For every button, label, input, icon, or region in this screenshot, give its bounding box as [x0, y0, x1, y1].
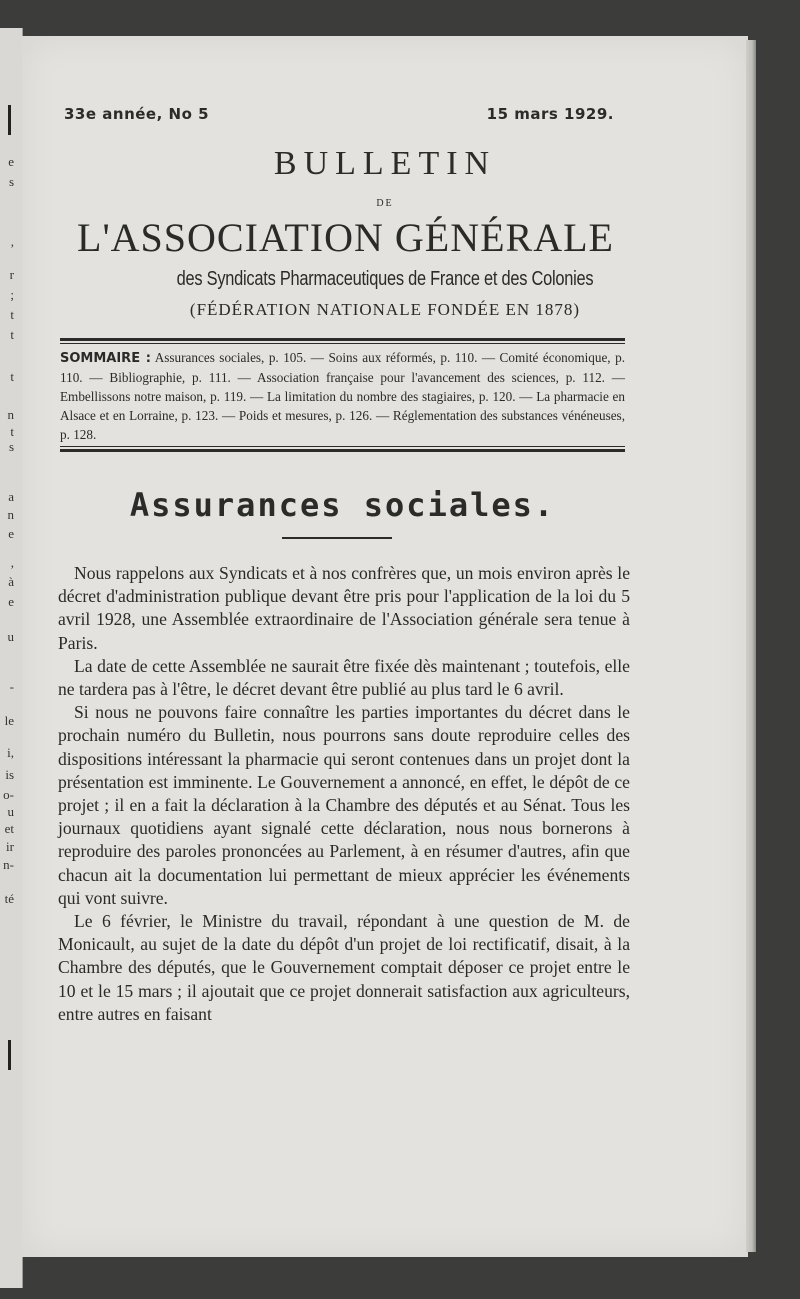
margin-fragment: t: [10, 307, 14, 322]
margin-fragment: t: [10, 327, 14, 342]
divider-bottom: [60, 449, 625, 452]
masthead-federation: (FÉDÉRATION NATIONALE FONDÉE EN 1878): [189, 300, 581, 319]
margin-fragment: ;: [10, 287, 14, 302]
table-of-contents: [60, 348, 625, 444]
masthead-de: DE: [376, 198, 394, 209]
margin-fragment: o-: [3, 787, 14, 802]
margin-fragment: n-: [3, 857, 14, 872]
margin-fragment: r: [9, 267, 14, 282]
margin-fragment: à: [8, 574, 14, 589]
page-edge: [746, 40, 756, 1252]
previous-page-edge: [0, 28, 23, 1288]
divider-top: [60, 338, 625, 341]
margin-fragment: ir: [6, 839, 14, 854]
paragraph: Si nous ne pouvons faire connaître les parties importantes du décret dans le prochain numéro du Bulletin, nous pourrons sans doute reproduire celles des dispositions intéressant la pharmacie qui seront contenues dans un projet dont la présentation est imminente. Le Gouvernement a annoncé, en effet, le dépôt de ce projet ; il en a fait la déclaration à la Chambre des députés et au Sénat. Tous les journaux quotidiens ayant signalé cette déclaration, nous nous bornerons à reproduire des paroles prononcées au Parlement, à en résumer d'autres, afin que chacun ait la documentation lui permettant de mieux apprécier les événements qui vont suivre.: [58, 702, 630, 908]
sommaire-text: Assurances sociales, p. 105. — Soins aux réformés, p. 110. — Comité économique, p. 110. — Bibliographie, p. 111. — Association française pour l'avancement des sciences, p. 112. — Embellissons notre maison, p. 119. — La limitation du nombre des stagiaires, p. 120. — La pharmacie en Alsace et en Lorraine, p. 123. — Poids et mesures, p. 126. — Réglementation des substances vénéneuses, p. 128.: [60, 350, 625, 442]
margin-fragment: e: [8, 594, 14, 609]
margin-fragment: a: [8, 489, 14, 504]
margin-fragment: e: [8, 526, 14, 541]
margin-fragment: -: [9, 679, 14, 694]
paragraph: La date de cette Assemblée ne saurait être fixée dès maintenant ; toutefois, elle ne tardera pas à l'être, le décret devant être publié au plus tard le 6 avril.: [58, 655, 630, 700]
masthead-association: L'ASSOCIATION GÉNÉRALE: [77, 215, 614, 260]
margin-fragment: n: [7, 407, 14, 422]
divider-bottom-thin: [60, 446, 625, 447]
margin-fragment: et: [4, 821, 14, 836]
margin-fragment: t: [10, 369, 14, 384]
margin-fragment: t: [10, 424, 14, 439]
article-title: Assurances sociales.: [129, 486, 556, 524]
paragraph: Le 6 février, le Ministre du travail, répondant à une question de M. de Monicault, au sujet de la date du dépôt d'un projet de loi rectificatif, disait, à la Chambre des députés, que le Gouvernement comptait déposer ce projet entre le 10 et le 15 mars ; il ajoutait que ce projet donnerait satisfaction aux agriculteurs, entre autres en faisant: [58, 911, 630, 1024]
margin-fragment: ,: [10, 234, 14, 249]
margin-fragment: u: [7, 804, 14, 819]
sommaire-label: SOMMAIRE :: [60, 351, 151, 366]
margin-fragment: n: [7, 507, 14, 522]
margin-bar: [8, 1040, 11, 1070]
margin-fragment: i,: [7, 745, 14, 760]
margin-fragment: is: [5, 767, 14, 782]
margin-fragment: u: [7, 629, 14, 644]
issue-date: 15 mars 1929.: [486, 105, 614, 123]
masthead-bulletin: BULLETIN: [273, 145, 497, 182]
margin-fragment: le: [4, 713, 14, 728]
issue-number: 33e année, No 5: [64, 105, 210, 123]
margin-fragment: ,: [10, 555, 14, 570]
margin-fragment: s: [8, 439, 14, 454]
margin-bar: [8, 105, 11, 135]
margin-fragment: e: [8, 154, 14, 169]
article-body: [58, 562, 630, 1026]
margin-fragment: té: [4, 891, 14, 906]
margin-fragment: s: [8, 174, 14, 189]
paragraph: Nous rappelons aux Syndicats et à nos confrères que, un mois environ après le décret d'administration publique devant être pris pour l'application de la loi du 5 avril 1928, une Assemblée extraordinaire de l'Association générale sera tenue à Paris.: [58, 563, 630, 653]
divider-top-thin: [60, 343, 625, 344]
title-underline: [282, 537, 392, 539]
masthead-subtitle: des Syndicats Pharmaceutiques de France et des Colonies: [176, 268, 594, 290]
